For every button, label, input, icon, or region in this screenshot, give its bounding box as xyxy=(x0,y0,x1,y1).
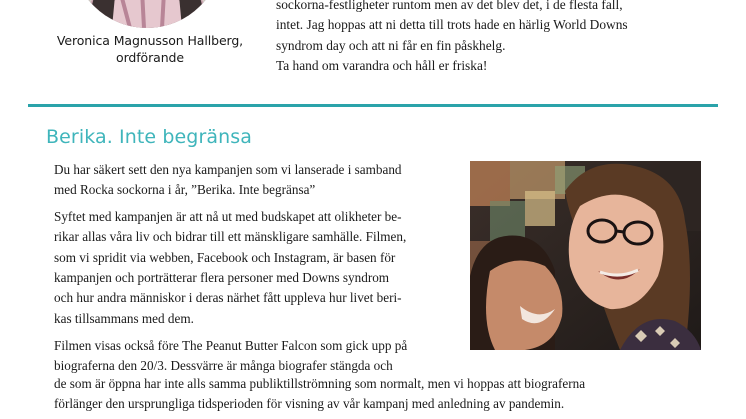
campaign-photo xyxy=(470,161,701,350)
text-line: Du har säkert sett den nya kampanjen som vi lanserade i samband xyxy=(54,162,402,177)
text-line: Filmen visas också före The Peanut Butter Falcon som gick upp på xyxy=(54,337,408,353)
chair-name: Veronica Magnusson Hallberg, xyxy=(56,33,244,48)
article-paragraph xyxy=(54,336,462,377)
intro-text xyxy=(276,0,736,76)
text-line: som vi spridit via webben, Facebook och Instagram, är basen för xyxy=(54,249,396,265)
text-line: med Rocka sockorna i år, ”Berika. Inte begränsa” xyxy=(54,182,316,198)
chair-portrait xyxy=(72,0,222,28)
chair-role: ordförande xyxy=(116,50,184,65)
avatar xyxy=(72,0,222,28)
article-paragraph-continued xyxy=(54,374,734,415)
text-line: förlänger den ursprungliga tidsperioden för visning av vår kampanj med anledning av pandemin. xyxy=(54,396,565,412)
intro-line: intet. Jag hoppas att ni detta till trots hade en härlig World Downs xyxy=(276,17,628,33)
text-line: biograferna den 20/3. Dessvärre är många biografer stängda och xyxy=(54,357,393,373)
text-line: kampanjen och porträtterar flera personer med Downs syndrom xyxy=(54,270,390,286)
intro-line: syndrom day och att ni får en fin påskhelg. xyxy=(276,37,506,53)
portrait-image xyxy=(72,0,222,28)
intro-line: Ta hand om varandra och håll er friska! xyxy=(276,57,488,73)
article-paragraph xyxy=(54,160,462,201)
text-line: rikar allas våra liv och bidrar till ett mänskligare samhälle. Filmen, xyxy=(54,229,407,245)
portrait-caption xyxy=(44,32,256,66)
section-divider xyxy=(28,104,718,107)
text-line: och hur andra människor i deras närhet fått uppleva hur livet beri- xyxy=(54,290,402,306)
article-paragraph xyxy=(54,207,462,329)
text-line: de som är öppna har inte alls samma publiktillströmning som normalt, men vi hoppas att biograferna xyxy=(54,376,586,391)
article-body xyxy=(54,160,462,383)
article-title: Berika. Inte begränsa xyxy=(46,126,252,148)
intro-line: sockorna-festligheter runtom men av det blev det, i de flesta fall, xyxy=(276,0,623,12)
text-line: kas tillsammans med dem. xyxy=(54,310,194,326)
text-line: Syftet med kampanjen är att nå ut med budskapet att olikheter be- xyxy=(54,209,402,225)
campaign-photo-image xyxy=(470,161,701,350)
